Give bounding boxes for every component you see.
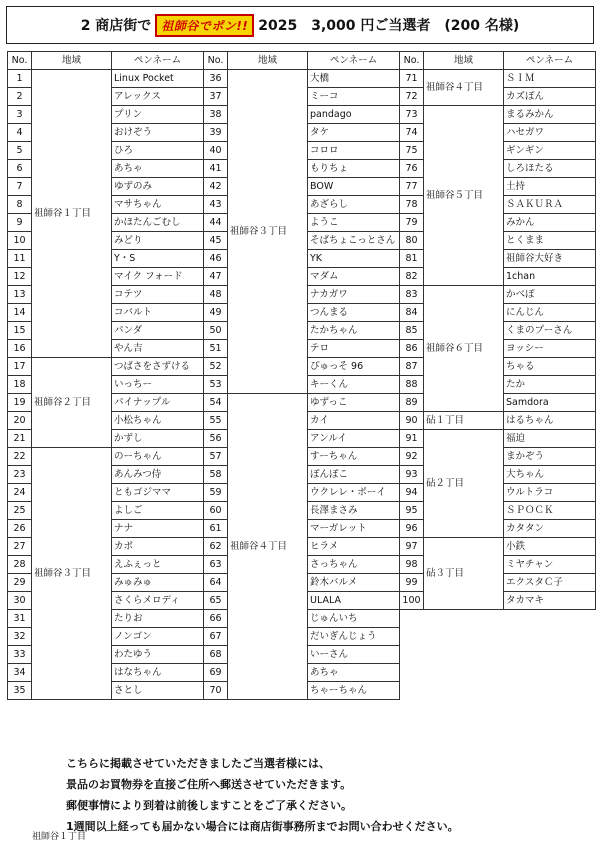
pen-name: たか (504, 376, 596, 394)
winner-number: 16 (8, 340, 32, 358)
winner-number: 60 (204, 502, 228, 520)
winner-number: 50 (204, 322, 228, 340)
winner-number: 66 (204, 610, 228, 628)
winner-number: 52 (204, 358, 228, 376)
winner-number: 10 (8, 232, 32, 250)
region-cell: 祖師谷４丁目 (228, 394, 308, 700)
winner-number: 56 (204, 430, 228, 448)
pen-name: コロロ (308, 142, 400, 160)
pen-name: マダム (308, 268, 400, 286)
winner-number: 2 (8, 88, 32, 106)
winner-number: 45 (204, 232, 228, 250)
pen-name: はなちゃん (112, 664, 204, 682)
table-row (8, 358, 204, 376)
winner-number: 51 (204, 340, 228, 358)
winner-number: 65 (204, 592, 228, 610)
winner-number: 26 (8, 520, 32, 538)
header-no: No. (204, 52, 228, 70)
winner-number: 37 (204, 88, 228, 106)
pen-name: いーさん (308, 646, 400, 664)
winner-number: 19 (8, 394, 32, 412)
pen-name: ギンギン (504, 142, 596, 160)
pen-name: ナナ (112, 520, 204, 538)
header-name: ペンネーム (112, 52, 204, 70)
pen-name: さくらメロディ (112, 592, 204, 610)
pen-name: たりお (112, 610, 204, 628)
region-cell: 祖師谷６丁目 (424, 286, 504, 412)
pen-name: いっちー (112, 376, 204, 394)
winner-number: 40 (204, 142, 228, 160)
pen-name: あちゃ (112, 160, 204, 178)
region-cell: 祖師谷３丁目 (32, 448, 112, 700)
winner-number: 70 (204, 682, 228, 700)
pen-name: にんじん (504, 304, 596, 322)
winner-number: 39 (204, 124, 228, 142)
winner-number: 32 (8, 628, 32, 646)
notice-line: こちらに掲載させていただきましたご当選者様には、 (66, 757, 330, 770)
winner-number: 63 (204, 556, 228, 574)
pen-name: 大橋 (308, 70, 400, 88)
pen-name: 土持 (504, 178, 596, 196)
table-row (400, 430, 596, 448)
pen-name: ちゃーちゃん (308, 682, 400, 700)
winner-number: 9 (8, 214, 32, 232)
pen-name: つばさをさずける (112, 358, 204, 376)
header-region: 地域 (424, 52, 504, 70)
notice-line: 1週間以上経っても届かない場合には商店街事務所までお問い合わせください。 (66, 820, 459, 833)
winner-number: 25 (8, 502, 32, 520)
pen-name: はるちゃん (504, 412, 596, 430)
pen-name: ウルトラコ (504, 484, 596, 502)
region-cell: 祖師谷３丁目 (228, 70, 308, 394)
winner-number: 34 (8, 664, 32, 682)
pen-name: くまのプーさん (504, 322, 596, 340)
winner-number: 99 (400, 574, 424, 592)
title-suffix: 2025 3,000 円ご当選者 (200 名様) (258, 18, 520, 34)
pen-name: Y・S (112, 250, 204, 268)
pen-name: Linux Pocket (112, 70, 204, 88)
winner-number: 87 (400, 358, 424, 376)
pen-name: あざらし (308, 196, 400, 214)
table-row (400, 106, 596, 124)
pen-name: すーちゃん (308, 448, 400, 466)
pen-name: のーちゃん (112, 448, 204, 466)
pen-name: みゅみゅ (112, 574, 204, 592)
winner-number: 88 (400, 376, 424, 394)
winner-number: 78 (400, 196, 424, 214)
pen-name: つんまる (308, 304, 400, 322)
winner-number: 77 (400, 178, 424, 196)
winner-number: 47 (204, 268, 228, 286)
winner-number: 79 (400, 214, 424, 232)
winner-number: 94 (400, 484, 424, 502)
winner-number: 100 (400, 592, 424, 610)
winner-number: 80 (400, 232, 424, 250)
winner-number: 6 (8, 160, 32, 178)
header-no: No. (8, 52, 32, 70)
pen-name: かずし (112, 430, 204, 448)
winners-table-3 (399, 51, 596, 610)
winner-number: 90 (400, 412, 424, 430)
winner-number: 75 (400, 142, 424, 160)
winner-number: 91 (400, 430, 424, 448)
winner-number: 17 (8, 358, 32, 376)
winner-number: 84 (400, 304, 424, 322)
pen-name: パイナップル (112, 394, 204, 412)
winner-number: 3 (8, 106, 32, 124)
winner-number: 1 (8, 70, 32, 88)
pen-name: キーくん (308, 376, 400, 394)
winner-number: 12 (8, 268, 32, 286)
winner-number: 73 (400, 106, 424, 124)
pen-name: まかぞう (504, 448, 596, 466)
winner-number: 7 (8, 178, 32, 196)
header-no: No. (400, 52, 424, 70)
pen-name: ようこ (308, 214, 400, 232)
pen-name: よしご (112, 502, 204, 520)
winner-number: 95 (400, 502, 424, 520)
winner-number: 29 (8, 574, 32, 592)
winner-number: 24 (8, 484, 32, 502)
pen-name: わたゆう (112, 646, 204, 664)
title-prefix: 2 商店街で (80, 18, 152, 34)
pen-name: ミーコ (308, 88, 400, 106)
winner-number: 57 (204, 448, 228, 466)
pen-name: たかちゃん (308, 322, 400, 340)
winner-number: 21 (8, 430, 32, 448)
table-row (400, 412, 596, 430)
region-cell: 祖師谷１丁目 (32, 70, 112, 358)
winners-table-1 (7, 51, 204, 700)
winner-number: 4 (8, 124, 32, 142)
pen-name: おけぞう (112, 124, 204, 142)
table-row (204, 394, 400, 412)
winner-number: 68 (204, 646, 228, 664)
pen-name: そばちょこっとさん (308, 232, 400, 250)
header-region: 地域 (32, 52, 112, 70)
pen-name: コバルト (112, 304, 204, 322)
pen-name: タカマキ (504, 592, 596, 610)
winner-number: 74 (400, 124, 424, 142)
winner-number: 5 (8, 142, 32, 160)
pen-name: みかん (504, 214, 596, 232)
pen-name: ヨッシー (504, 340, 596, 358)
pen-name: カイ (308, 412, 400, 430)
winner-number: 11 (8, 250, 32, 268)
pen-name: ＳＩＭ (504, 70, 596, 88)
pen-name: 1chan (504, 268, 596, 286)
header-name: ペンネーム (504, 52, 596, 70)
pen-name: さっちゃん (308, 556, 400, 574)
pen-name: タケ (308, 124, 400, 142)
pen-name: かべぽ (504, 286, 596, 304)
pen-name: かほたんごむし (112, 214, 204, 232)
pen-name: アンルイ (308, 430, 400, 448)
pen-name: あちゃ (308, 664, 400, 682)
winner-number: 89 (400, 394, 424, 412)
pen-name: あんみつ侍 (112, 466, 204, 484)
pen-name: テロ (308, 340, 400, 358)
winner-number: 64 (204, 574, 228, 592)
winner-number: 8 (8, 196, 32, 214)
pen-name: 祖師谷大好き (504, 250, 596, 268)
notice-line: 景品のお買物券を直接ご住所へ郵送させていただきます。 (66, 778, 352, 791)
winner-number: 76 (400, 160, 424, 178)
pen-name: 大ちゃん (504, 466, 596, 484)
pen-name: ぽんぽこ (308, 466, 400, 484)
event-logo: 祖師谷でポン!! (155, 14, 254, 37)
pen-name: ハセガワ (504, 124, 596, 142)
pen-name: だいぎんじょう (308, 628, 400, 646)
winner-number: 69 (204, 664, 228, 682)
pen-name: BOW (308, 178, 400, 196)
table-row (204, 70, 400, 88)
page-title (6, 6, 594, 44)
pen-name: マサちゃん (112, 196, 204, 214)
table-row (400, 70, 596, 88)
winner-number: 59 (204, 484, 228, 502)
winner-number: 31 (8, 610, 32, 628)
pen-name: コテツ (112, 286, 204, 304)
winner-number: 14 (8, 304, 32, 322)
pen-name: まるみかん (504, 106, 596, 124)
pen-name: やん吉 (112, 340, 204, 358)
table-header-row (204, 52, 400, 70)
winner-number: 13 (8, 286, 32, 304)
winner-number: 43 (204, 196, 228, 214)
winner-number: 18 (8, 376, 32, 394)
winner-number: 49 (204, 304, 228, 322)
pen-name: ひろ (112, 142, 204, 160)
winner-number: 72 (400, 88, 424, 106)
region-cell: 祖師谷４丁目 (424, 70, 504, 106)
pen-name: 長澤まさみ (308, 502, 400, 520)
winner-number: 38 (204, 106, 228, 124)
pen-name: ノンゴン (112, 628, 204, 646)
pen-name: ウクレレ・ボーイ (308, 484, 400, 502)
pen-name: 小鉄 (504, 538, 596, 556)
winner-number: 93 (400, 466, 424, 484)
winner-number: 58 (204, 466, 228, 484)
pen-name: もりちょ (308, 160, 400, 178)
winner-number: 30 (8, 592, 32, 610)
pen-name: マイク フォード (112, 268, 204, 286)
winner-number: 15 (8, 322, 32, 340)
winner-number: 62 (204, 538, 228, 556)
pen-name: Samdora (504, 394, 596, 412)
table-row (8, 448, 204, 466)
winner-number: 36 (204, 70, 228, 88)
pen-name: カボ (112, 538, 204, 556)
region-cell: 砧３丁目 (424, 538, 504, 610)
winner-number: 85 (400, 322, 424, 340)
winner-number: 53 (204, 376, 228, 394)
pen-name: ぴゅっそ 96 (308, 358, 400, 376)
header-name: ペンネーム (308, 52, 400, 70)
pen-name: しろほたる (504, 160, 596, 178)
pen-name: pandago (308, 106, 400, 124)
winner-number: 82 (400, 268, 424, 286)
pen-name: ゆずっこ (308, 394, 400, 412)
winner-number: 42 (204, 178, 228, 196)
pen-name: ともゴジママ (112, 484, 204, 502)
pen-name: えふぇっと (112, 556, 204, 574)
winner-number: 97 (400, 538, 424, 556)
winner-number: 55 (204, 412, 228, 430)
region-cell: 祖師谷２丁目 (32, 358, 112, 448)
pen-name: プリン (112, 106, 204, 124)
winner-number: 86 (400, 340, 424, 358)
winner-number: 23 (8, 466, 32, 484)
header-region: 地域 (228, 52, 308, 70)
winner-number: 71 (400, 70, 424, 88)
pen-name: ゆずのみ (112, 178, 204, 196)
pen-name: マーガレット (308, 520, 400, 538)
winner-number: 48 (204, 286, 228, 304)
pen-name: みどり (112, 232, 204, 250)
stray-region-label: 祖師谷１丁目 (32, 832, 87, 842)
pen-name: ちゃる (504, 358, 596, 376)
table-header-row (8, 52, 204, 70)
pen-name: ULALA (308, 592, 400, 610)
winner-number: 20 (8, 412, 32, 430)
pen-name: ＳＡＫＵＲＡ (504, 196, 596, 214)
pen-name: YK (308, 250, 400, 268)
region-cell: 砧１丁目 (424, 412, 504, 430)
pen-name: 福迫 (504, 430, 596, 448)
winner-number: 27 (8, 538, 32, 556)
winner-number: 46 (204, 250, 228, 268)
pen-name: じゅんいち (308, 610, 400, 628)
winner-number: 98 (400, 556, 424, 574)
pen-name: とくまま (504, 232, 596, 250)
table-row (400, 286, 596, 304)
table-header-row (400, 52, 596, 70)
winner-number: 61 (204, 520, 228, 538)
winners-table-2 (203, 51, 400, 700)
region-cell: 祖師谷５丁目 (424, 106, 504, 286)
winner-number: 35 (8, 682, 32, 700)
winner-number: 44 (204, 214, 228, 232)
winner-number: 54 (204, 394, 228, 412)
winner-number: 92 (400, 448, 424, 466)
table-row (400, 538, 596, 556)
winner-number: 28 (8, 556, 32, 574)
pen-name: 小松ちゃん (112, 412, 204, 430)
pen-name: アレックス (112, 88, 204, 106)
table-row (8, 70, 204, 88)
notice-line: 郵便事情により到着は前後しますことをご了承ください。 (66, 799, 352, 812)
pen-name: パンダ (112, 322, 204, 340)
pen-name: カタタン (504, 520, 596, 538)
winner-number: 67 (204, 628, 228, 646)
winner-number: 41 (204, 160, 228, 178)
pen-name: ミヤチャン (504, 556, 596, 574)
winner-number: 83 (400, 286, 424, 304)
winner-number: 96 (400, 520, 424, 538)
notice-text (66, 753, 459, 837)
pen-name: ＳＰＯＣＫ (504, 502, 596, 520)
pen-name: 鈴木バルメ (308, 574, 400, 592)
pen-name: カズぽん (504, 88, 596, 106)
pen-name: ナカガワ (308, 286, 400, 304)
winner-number: 81 (400, 250, 424, 268)
pen-name: さとし (112, 682, 204, 700)
winner-number: 33 (8, 646, 32, 664)
region-cell: 砧２丁目 (424, 430, 504, 538)
winner-number: 22 (8, 448, 32, 466)
pen-name: エクスタＣ子 (504, 574, 596, 592)
pen-name: ヒラメ (308, 538, 400, 556)
